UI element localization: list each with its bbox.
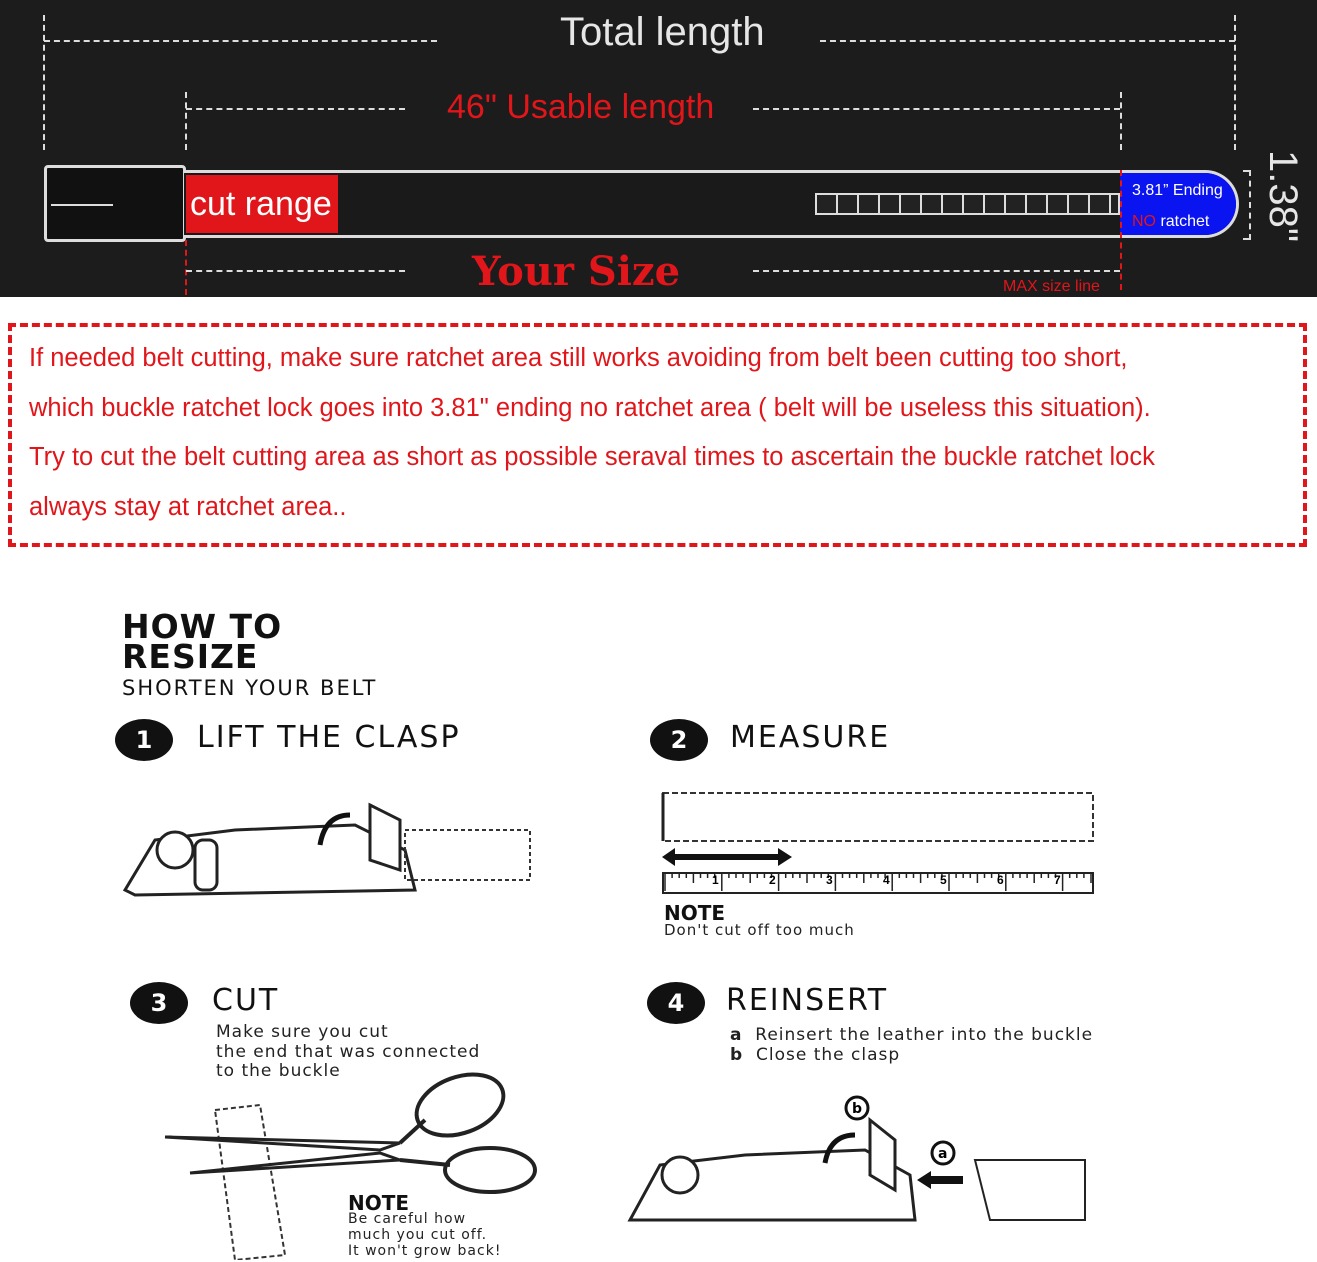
warning-line: If needed belt cutting, make sure ratchet area still works avoiding from belt been cutting too short, [29,344,1128,372]
item-text: Close the clasp [755,1045,901,1065]
belt-dimension-diagram [0,0,1317,297]
note-text: Don't cut off too much [664,921,855,939]
your-size-label: Your Size [472,248,681,295]
guide-title-line: HOW TO [122,607,283,646]
ruler-tick-label: 7 [1054,873,1061,887]
step-number: 1 [115,719,173,761]
buckle-illustration [115,790,540,915]
guide-subtitle: SHORTEN YOUR BELT [122,676,378,700]
belt-buckle [44,165,186,242]
step-title: CUT [212,983,280,1018]
svg-text:b: b [852,1101,863,1117]
warning-line: Try to cut the belt cutting area as short as possible seraval times to ascertain the buckle ratchet lock [29,443,1155,471]
step-text: Make sure you cut [216,1022,389,1042]
total-length-label: Total length [560,10,765,54]
note-text: Be careful how [348,1211,467,1227]
step-number: 3 [130,982,188,1024]
ending-label: 3.81” Ending [1132,182,1223,199]
step-title: REINSERT [726,983,889,1018]
warning-line: which buckle ratchet lock goes into 3.81" ending no ratchet area ( belt will be useless this situation). [29,394,1151,422]
ratchet-teeth [815,193,1120,215]
ruler-tick-label: 1 [712,873,719,887]
cut-range-label: cut range [186,175,338,233]
usable-length-label [447,88,714,127]
note-text: It won't grow back! [348,1243,502,1259]
step-text: to the buckle [216,1061,341,1081]
note-title: NOTE [664,901,726,925]
ratchet-label: ratchet [1160,213,1210,230]
guide-title-line: RESIZE [122,637,259,676]
step-text: the end that was connected [216,1042,481,1062]
width-label: 1.38" [1261,150,1305,243]
item-text: Reinsert the leather into the buckle [755,1025,1094,1045]
item-marker: a [730,1025,743,1045]
step-title: LIFT THE CLASP [197,720,461,755]
ruler-tick-label: 4 [883,873,890,887]
warning-line: always stay at ratchet area.. [29,493,347,521]
usable-length-value: 46" [447,88,497,126]
note-text: much you cut off. [348,1227,488,1243]
item-marker: b [730,1045,744,1065]
svg-text:a: a [938,1146,948,1162]
usable-length-text: Usable length [506,88,715,126]
guide-title [122,607,283,676]
reinsert-illustration [625,1095,1090,1235]
ruler-tick-labels [660,873,1095,893]
no-label: NO [1132,213,1156,230]
step-number: 4 [647,982,705,1024]
warning-box [8,323,1307,547]
step-number: 2 [650,719,708,761]
step-title: MEASURE [730,720,891,755]
ruler-tick-label: 6 [997,873,1004,887]
max-size-line-label: MAX size line [1003,278,1100,295]
note-title: NOTE [348,1191,410,1215]
ruler-tick-label: 3 [826,873,833,887]
ruler-tick-label: 2 [769,873,776,887]
ruler-tick-label: 5 [940,873,947,887]
